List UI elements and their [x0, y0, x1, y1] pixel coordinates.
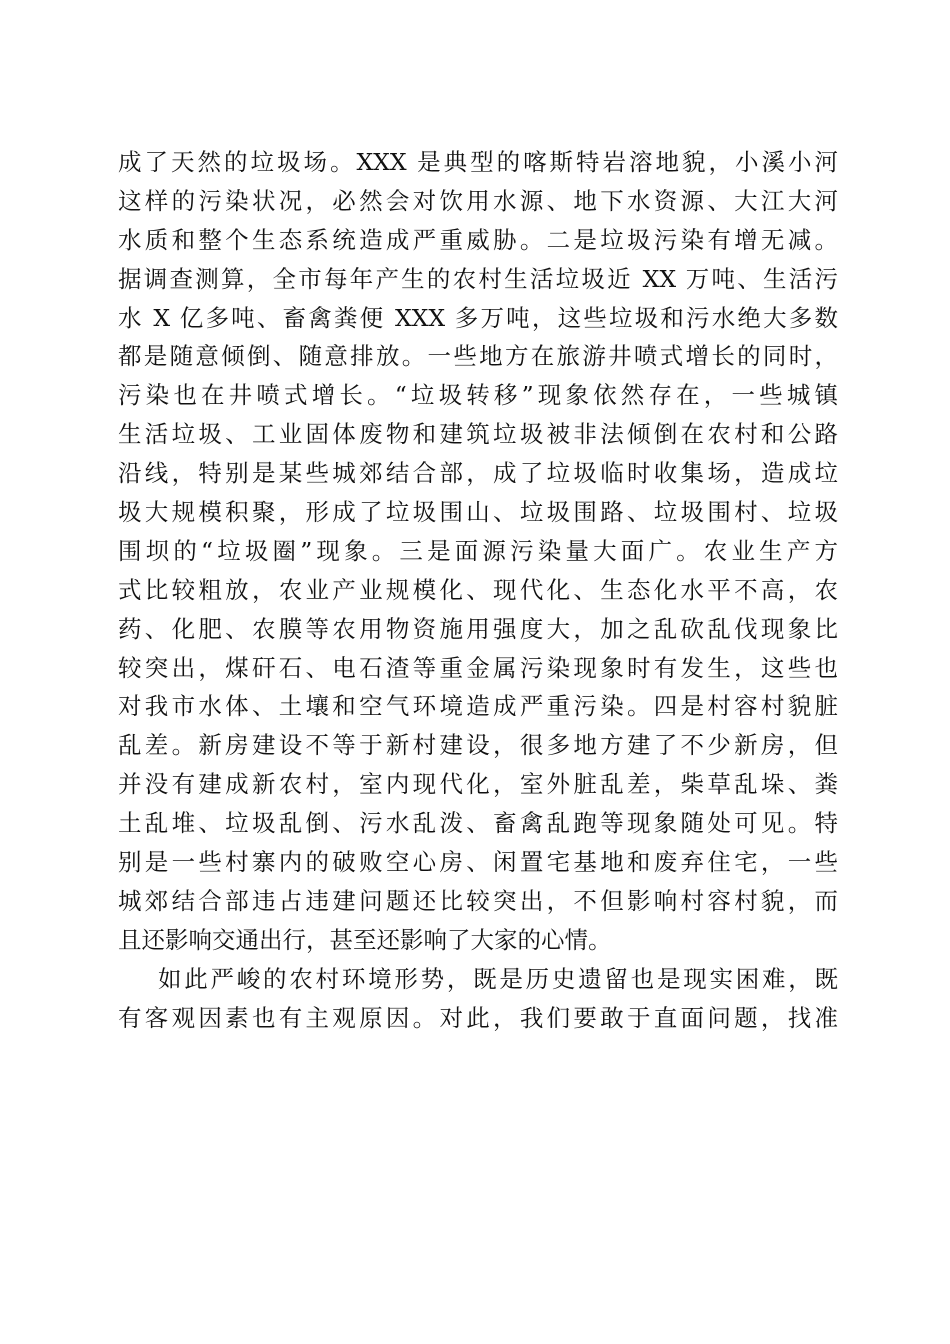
- text-line: 并没有建成新农村，室内现代化，室外脏乱差，柴草乱垛、粪: [118, 770, 838, 799]
- text-line: 别是一些村寨内的破败空心房、闲置宅基地和废弃住宅，一些: [118, 848, 838, 877]
- text-line: 式比较粗放，农业产业规模化、现代化、生态化水平不高，农: [118, 575, 838, 604]
- body-text: [118, 143, 838, 1037]
- text-line: 有客观因素也有主观原因。对此，我们要敢于直面问题，找准: [118, 1003, 838, 1032]
- text-line: 成了天然的垃圾场。XXX 是典型的喀斯特岩溶地貌，小溪小河: [118, 148, 838, 176]
- text-line: 这样的污染状况，必然会对饮用水源、地下水资源、大江大河: [118, 186, 838, 215]
- paragraph-2: [118, 960, 838, 1038]
- text-line: 生活垃圾、工业固体废物和建筑垃圾被非法倾倒在农村和公路: [118, 420, 838, 449]
- text-line: 水 X 亿多吨、畜禽粪便 XXX 多万吨，这些垃圾和污水绝大多数: [118, 303, 838, 332]
- text-line: 土乱堆、垃圾乱倒、污水乱泼、畜禽乱跑等现象随处可见。特: [118, 809, 838, 838]
- paragraph-1: [118, 143, 838, 960]
- text-line: 圾大规模积聚，形成了垃圾围山、垃圾围路、垃圾围村、垃圾: [118, 498, 838, 527]
- text-line: 药、化肥、农膜等农用物资施用强度大，加之乱砍乱伐现象比: [118, 614, 838, 643]
- text-line: 且还影响交通出行，甚至还影响了大家的心情。: [118, 925, 612, 954]
- text-line: 沿线，特别是某些城郊结合部，成了垃圾临时收集场，造成垃: [118, 459, 838, 488]
- text-line: 围坝的“垃圾圈”现象。三是面源污染量大面广。农业生产方: [118, 536, 838, 565]
- text-line: 据调查测算，全市每年产生的农村生活垃圾近 XX 万吨、生活污: [118, 264, 838, 293]
- text-line: 对我市水体、土壤和空气环境造成严重污染。四是村容村貌脏: [118, 692, 838, 721]
- text-line: 污染也在井喷式增长。“垃圾转移”现象依然存在，一些城镇: [118, 381, 838, 410]
- text-line: 如此严峻的农村环境形势，既是历史遗留也是现实困难，既: [158, 964, 838, 993]
- text-line: 水质和整个生态系统造成严重威胁。二是垃圾污染有增无减。: [118, 225, 838, 254]
- text-line: 都是随意倾倒、随意排放。一些地方在旅游井喷式增长的同时，: [118, 342, 838, 371]
- text-line: 乱差。新房建设不等于新村建设，很多地方建了不少新房，但: [118, 731, 838, 760]
- text-line: 较突出，煤矸石、电石渣等重金属污染现象时有发生，这些也: [118, 653, 838, 682]
- text-line: 城郊结合部违占违建问题还比较突出，不但影响村容村貌，而: [118, 886, 838, 915]
